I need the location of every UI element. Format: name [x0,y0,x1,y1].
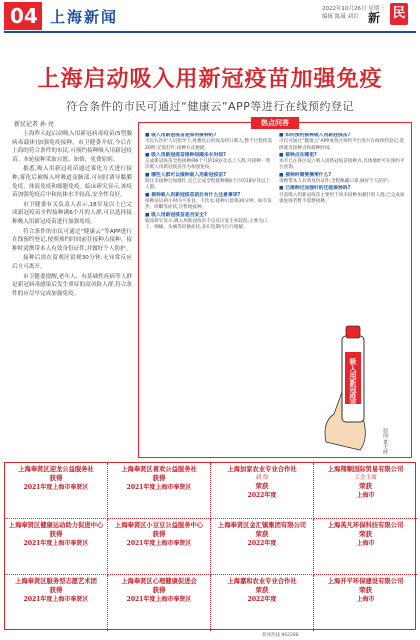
ad-box [211,463,314,519]
ad-name: 上海嘉和农业专业合作社 [227,578,297,585]
footer-line: 新闻热线 962288 [262,633,299,638]
ad-award-line-2: 2021年度上海市奉贤区 [23,596,89,603]
ad-award-line-1: 荣获 [359,586,372,594]
header-rule [4,31,416,33]
body-paragraph: 市卫健委有关负责人表示,18岁及以上已完成新冠疫苗全程接种满6个月的人群,可以选择接种吸入用新冠疫苗进行加强免疫。 [12,201,132,225]
illustration-credit: 制图 董天晔 [382,428,388,455]
ad-award-line-2: 上海市 [356,540,375,547]
ad-award-line-2: 上海市 [356,596,375,603]
subheadline: 符合条件的市民可通过“健康云”APP等进行在线预约登记 [66,100,354,113]
ad-box [5,463,108,519]
ad-name: 上海奉贤区喜欢公益服务社 [121,466,197,473]
qa-question: ■ 接种时需要携带什么? [279,173,407,179]
ad-box [108,519,211,575]
qa-item [145,193,273,212]
ad-name: 上海加家农业专业合作社 [227,466,297,473]
qa-answer: 市民可通过“健康云”APP或各区预约平台进行在线预约登记,选择就近接种点和接种时间。 [279,139,405,151]
ad-box [314,575,417,631]
qa-question: ■ 如何预约接种吸入用新冠疫苗? [279,133,407,139]
headline: 上海启动吸入用新冠疫苗加强免疫 [37,67,383,92]
qa-answer: 请携带本人有效身份证件,全程佩戴口罩,做好个人防护。 [279,179,393,185]
byline: 新民记者 孙 亮 [14,121,54,128]
qa-item [145,173,273,192]
qa-answer: 完成新冠疫苗全程接种满6个月的18岁及以上人群,可接种一剂次吸入用新冠疫苗作为加强免疫。 [145,159,271,171]
ad-award-line-2: 2021年度上海市奉贤区 [126,484,192,491]
ad-award-line-2: 2022年度 [247,596,277,603]
ad-name: 上海奉贤区服务型志愿艺术团 [15,578,97,585]
ad-award-line-1: 获得 [49,586,63,594]
ad-award-line-1: 荣获 [255,530,269,538]
qa-item [145,133,273,152]
qa-item [279,173,407,186]
ad-award-line-1: 获得 [152,530,166,538]
body-paragraph: 符合条件的市民可通过“健康云”等APP进行在线预约登记,按照预约时间前往接种点接种。接种时需携带本人有效身份证件,并做好个人防护。 [12,228,132,252]
ad-name: 上海奉贤区健康运动助力促进中心 [8,522,104,529]
qa-answer: 本市已在各区设立吸入用新冠疫苗接种点,具体地址可在预约平台查询。 [279,159,405,171]
ad-box [211,575,314,631]
ad-name: 上海英凡环保科技有限公司 [327,522,404,529]
logo-prefix: 新 [368,11,381,25]
ad-award-line-2: 2022年度 [247,492,277,499]
body-paragraph: 上海昨天起启动吸入用新冠病毒疫苗(5型腺病毒载体)加强免疫接种。市卫健委介绍,今后在上海的符合条件的市民,可预约接种吸入用新冠疫苗。本轮接种采取自愿、知情、免费原则。 [12,131,132,163]
qa-item [279,153,407,172]
qa-question: ■ 吸入用新冠疫苗是否安全? [145,213,273,219]
ad-name: 上海奉贤区小豆豆公益服务中心 [114,522,204,529]
qa-answer: 接种前后两小时内不进食、不饮水;接种后留观30分钟。如有发热、咳嗽等症状,应暂缓接种。 [145,198,272,211]
ad-award-line-1: 获得 [152,586,166,594]
ad-award-line-1: 荣获 [255,482,269,490]
ad-award-line-2: 2021年度上海市奉贤区 [23,540,89,547]
ad-award-line-1: 获得 [49,530,63,538]
ad-name: 上海奉贤区迎龙公益服务社 [18,466,94,473]
ad-name: 上海开平环保建设有限公司 [327,578,404,585]
qa-item [279,186,407,205]
qa-item [145,213,273,232]
qa-answer: 市民在医护人员指导下,将雾化后的疫苗经口吸入,整个过程约需20秒,无需打针,接种方式便捷。 [145,139,272,151]
qa-question: ■ 吸入用新冠疫苗是如何接种的? [145,133,273,139]
page-number: 04 [4,2,42,30]
qa-question: ■ 吸入用新冠疫苗接种间隔多长时间? [145,153,273,159]
qa-item [279,133,407,152]
inhaler-cap [346,326,360,338]
qa-question: ■ 哪些人群可以接种吸入用新冠疫苗? [145,173,273,179]
inhaler-label: 吸入用新冠疫苗 [349,358,357,407]
ad-person: 刘 俭 [255,475,269,481]
masthead [0,0,420,34]
date-line: 2022年10月26日 星期三 [322,6,385,12]
body-paragraph: 据悉,吸入用新冠疫苗通过雾化方式进行接种,雾化后被吸入呼吸道及肺部,可同时诱导黏膜免疫、体液免疫和细胞免疫。临床研究显示,该疫苗加强免疫后中和抗体水平较高,安全性良好。 [12,166,132,199]
newspaper-logo [368,3,416,29]
ad-box [211,519,314,575]
ad-award-line-1: 荣获 [255,586,269,594]
ad-box [314,519,417,575]
qa-question: ■ 接种吸入用新冠疫苗前后有什么注意事项? [145,193,273,199]
qa-question: ■ 已接种过加强针的还能接种吗? [279,186,407,192]
ad-award-line-2: 2021年度上海市奉贤区 [23,484,89,491]
ad-box [314,463,417,519]
body-paragraph: 接种后需在留观区留观30分钟,无异常反应后方可离开。 [12,255,132,270]
body-paragraph: 市卫健委提醒,老年人、有基础性疾病等人群是新冠病毒感染后发生重症的高风险人群,符合条件的应尽早完成加强免疫。 [12,273,132,297]
qa-column-1 [145,133,273,451]
qa-answer: 临床研究显示,吸入用新冠疫苗不良反应发生率较低,主要为口干、咽痛、头痛等轻微症状,多在短期内自行缓解。 [145,218,268,231]
qa-answer: 目前吸入用新冠疫苗主要用于尚未接种加强针的人群,已完成加强免疫者暂不需要接种。 [279,192,405,204]
ad-award-line-2: 2022年度 [247,540,277,547]
qa-question: ■ 接种点在哪里? [279,153,407,159]
qa-answer: 既往未接种过加强针,且已完成全程接种满6个月的18岁及以上人群。 [145,179,271,191]
ad-award-line-1: 获得 [152,474,166,482]
ad-box [108,463,211,519]
ad-person: 工会主席 [354,475,377,481]
ad-award-line-1: 获得 [49,474,63,482]
ad-name: 上海奉贤区心理健康促进会 [121,578,197,585]
ad-box [5,519,108,575]
article-body [12,130,132,452]
ad-award-line-1: 荣获 [359,530,372,538]
vaccine-illustration [320,322,404,452]
ads-grid [4,462,416,630]
ad-name: 上海奉贤区金汇镇集团有限公司 [217,522,307,529]
ad-award-line-2: 2021年度上海市奉贤区 [126,540,192,547]
ad-award-line-2: 2021年度上海市奉贤区 [126,596,192,603]
qa-tag: 热点问答 [251,117,299,129]
qa-item [145,153,273,172]
section-title: 上海新闻 [50,8,119,26]
editor-line: 编辑 陈诚 刘岩 [322,14,359,20]
ad-award-line-1: 荣获 [359,482,372,490]
logo-mark: 民 [390,3,408,25]
ad-award-line-2: 上海市 [356,492,375,499]
ad-box [108,575,211,631]
ad-box [5,575,108,631]
ad-name: 上海翔顺国际贸易有限公司 [327,466,404,473]
